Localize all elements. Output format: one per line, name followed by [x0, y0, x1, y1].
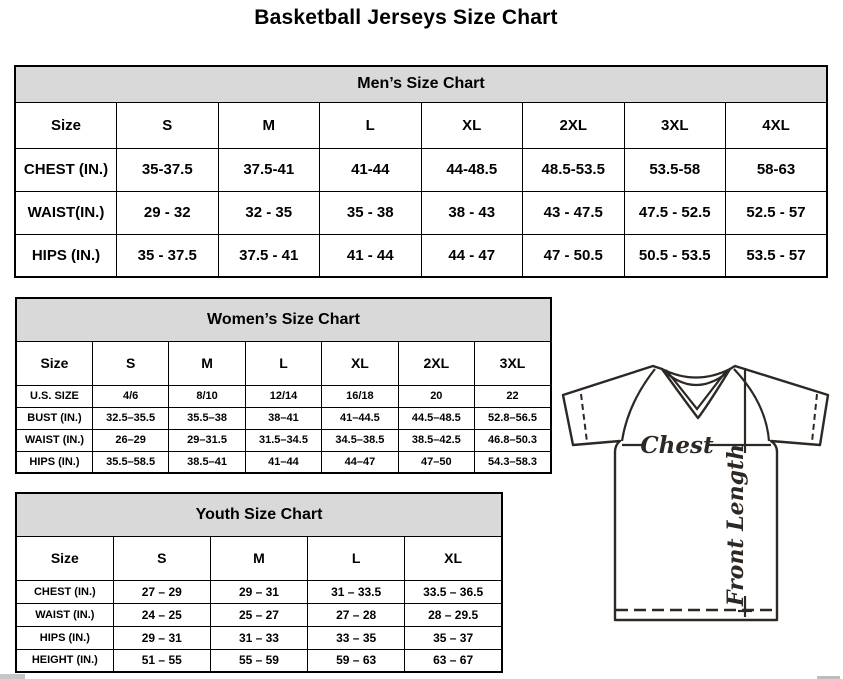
youth-chart-title: Youth Size Chart — [16, 493, 502, 536]
table-cell: 4/6 — [92, 385, 168, 407]
table-cell: 32 - 35 — [218, 191, 320, 234]
table-cell: 35 - 38 — [320, 191, 422, 234]
womens-size-chart-table — [15, 297, 552, 474]
table-row — [16, 451, 551, 473]
table-row — [16, 603, 502, 626]
row-label: HIPS (IN.) — [16, 451, 92, 473]
table-row — [15, 234, 827, 277]
chest-label: Chest — [640, 432, 714, 459]
youth-size-chart-table — [15, 492, 503, 673]
row-label: HEIGHT (IN.) — [16, 649, 113, 672]
table-cell: 59 – 63 — [308, 649, 405, 672]
womens-chart-title-row — [16, 298, 551, 341]
table-cell: 25 – 27 — [210, 603, 307, 626]
row-label: HIPS (IN.) — [15, 234, 117, 277]
column-header: M — [169, 341, 245, 385]
table-cell: 55 – 59 — [210, 649, 307, 672]
table-row — [16, 649, 502, 672]
table-cell: 48.5-53.5 — [523, 148, 625, 191]
table-cell: 44 - 47 — [421, 234, 523, 277]
table-cell: 41–44.5 — [322, 407, 398, 429]
table-cell: 46.8–50.3 — [475, 429, 551, 451]
table-cell: 41 - 44 — [320, 234, 422, 277]
column-header: 2XL — [398, 341, 474, 385]
table-cell: 41–44 — [245, 451, 321, 473]
table-row — [16, 429, 551, 451]
table-cell: 54.3–58.3 — [475, 451, 551, 473]
column-header: L — [245, 341, 321, 385]
table-row — [16, 407, 551, 429]
table-cell: 53.5-58 — [624, 148, 726, 191]
table-cell: 38.5–42.5 — [398, 429, 474, 451]
column-header: M — [218, 102, 320, 148]
row-label: U.S. SIZE — [16, 385, 92, 407]
table-cell: 38 - 43 — [421, 191, 523, 234]
column-header: 3XL — [475, 341, 551, 385]
table-cell: 44-48.5 — [421, 148, 523, 191]
mens-column-header-row — [15, 102, 827, 148]
table-cell: 32.5–35.5 — [92, 407, 168, 429]
table-cell: 37.5-41 — [218, 148, 320, 191]
table-cell: 35.5–58.5 — [92, 451, 168, 473]
row-label: HIPS (IN.) — [16, 626, 113, 649]
table-cell: 41-44 — [320, 148, 422, 191]
table-cell: 47.5 - 52.5 — [624, 191, 726, 234]
column-header: 3XL — [624, 102, 726, 148]
table-cell: 26–29 — [92, 429, 168, 451]
table-cell: 44–47 — [322, 451, 398, 473]
mens-size-chart-table — [14, 65, 828, 278]
table-row — [15, 148, 827, 191]
womens-chart-title: Women’s Size Chart — [16, 298, 551, 341]
table-cell: 28 – 29.5 — [405, 603, 502, 626]
table-cell: 27 – 29 — [113, 580, 210, 603]
row-label: WAIST (IN.) — [16, 603, 113, 626]
table-cell: 44.5–48.5 — [398, 407, 474, 429]
table-cell: 51 – 55 — [113, 649, 210, 672]
table-cell: 38.5–41 — [169, 451, 245, 473]
table-cell: 50.5 - 53.5 — [624, 234, 726, 277]
youth-chart-title-row — [16, 493, 502, 536]
table-row — [15, 191, 827, 234]
column-header: L — [308, 536, 405, 580]
table-cell: 22 — [475, 385, 551, 407]
youth-column-header-row — [16, 536, 502, 580]
table-row — [16, 385, 551, 407]
table-cell: 12/14 — [245, 385, 321, 407]
column-header: 2XL — [523, 102, 625, 148]
column-header: S — [92, 341, 168, 385]
table-cell: 8/10 — [169, 385, 245, 407]
column-header: M — [210, 536, 307, 580]
row-label: CHEST (IN.) — [15, 148, 117, 191]
table-cell: 31.5–34.5 — [245, 429, 321, 451]
table-cell: 29 – 31 — [113, 626, 210, 649]
table-cell: 33.5 – 36.5 — [405, 580, 502, 603]
table-row — [16, 580, 502, 603]
row-label: WAIST(IN.) — [15, 191, 117, 234]
column-header: Size — [15, 102, 117, 148]
table-cell: 20 — [398, 385, 474, 407]
table-cell: 16/18 — [322, 385, 398, 407]
table-cell: 29 – 31 — [210, 580, 307, 603]
table-cell: 33 – 35 — [308, 626, 405, 649]
column-header: XL — [421, 102, 523, 148]
table-cell: 37.5 - 41 — [218, 234, 320, 277]
table-cell: 58-63 — [726, 148, 828, 191]
mens-chart-title-row — [15, 66, 827, 102]
row-label: CHEST (IN.) — [16, 580, 113, 603]
table-cell: 35 – 37 — [405, 626, 502, 649]
table-cell: 24 – 25 — [113, 603, 210, 626]
column-header: XL — [322, 341, 398, 385]
column-header: S — [117, 102, 219, 148]
horizontal-scrollbar-fragment-left[interactable] — [0, 674, 25, 679]
column-header: L — [320, 102, 422, 148]
table-row — [16, 626, 502, 649]
row-label: WAIST (IN.) — [16, 429, 92, 451]
table-cell: 52.5 - 57 — [726, 191, 828, 234]
table-cell: 27 – 28 — [308, 603, 405, 626]
table-cell: 47–50 — [398, 451, 474, 473]
table-cell: 29 - 32 — [117, 191, 219, 234]
table-cell: 53.5 - 57 — [726, 234, 828, 277]
table-cell: 35.5–38 — [169, 407, 245, 429]
table-cell: 43 - 47.5 — [523, 191, 625, 234]
table-cell: 38–41 — [245, 407, 321, 429]
jersey-outline — [563, 366, 828, 620]
column-header: Size — [16, 536, 113, 580]
column-header: XL — [405, 536, 502, 580]
jersey-measurement-diagram — [556, 353, 843, 629]
table-cell: 47 - 50.5 — [523, 234, 625, 277]
table-cell: 35 - 37.5 — [117, 234, 219, 277]
front-length-label: Front Length — [723, 443, 749, 607]
column-header: Size — [16, 341, 92, 385]
page-title: Basketball Jerseys Size Chart — [254, 6, 558, 29]
table-cell: 31 – 33 — [210, 626, 307, 649]
table-cell: 52.8–56.5 — [475, 407, 551, 429]
table-cell: 63 – 67 — [405, 649, 502, 672]
column-header: S — [113, 536, 210, 580]
row-label: BUST (IN.) — [16, 407, 92, 429]
table-cell: 31 – 33.5 — [308, 580, 405, 603]
table-cell: 29–31.5 — [169, 429, 245, 451]
table-cell: 35-37.5 — [117, 148, 219, 191]
womens-column-header-row — [16, 341, 551, 385]
table-cell: 34.5–38.5 — [322, 429, 398, 451]
mens-chart-title: Men’s Size Chart — [15, 66, 827, 102]
column-header: 4XL — [726, 102, 828, 148]
